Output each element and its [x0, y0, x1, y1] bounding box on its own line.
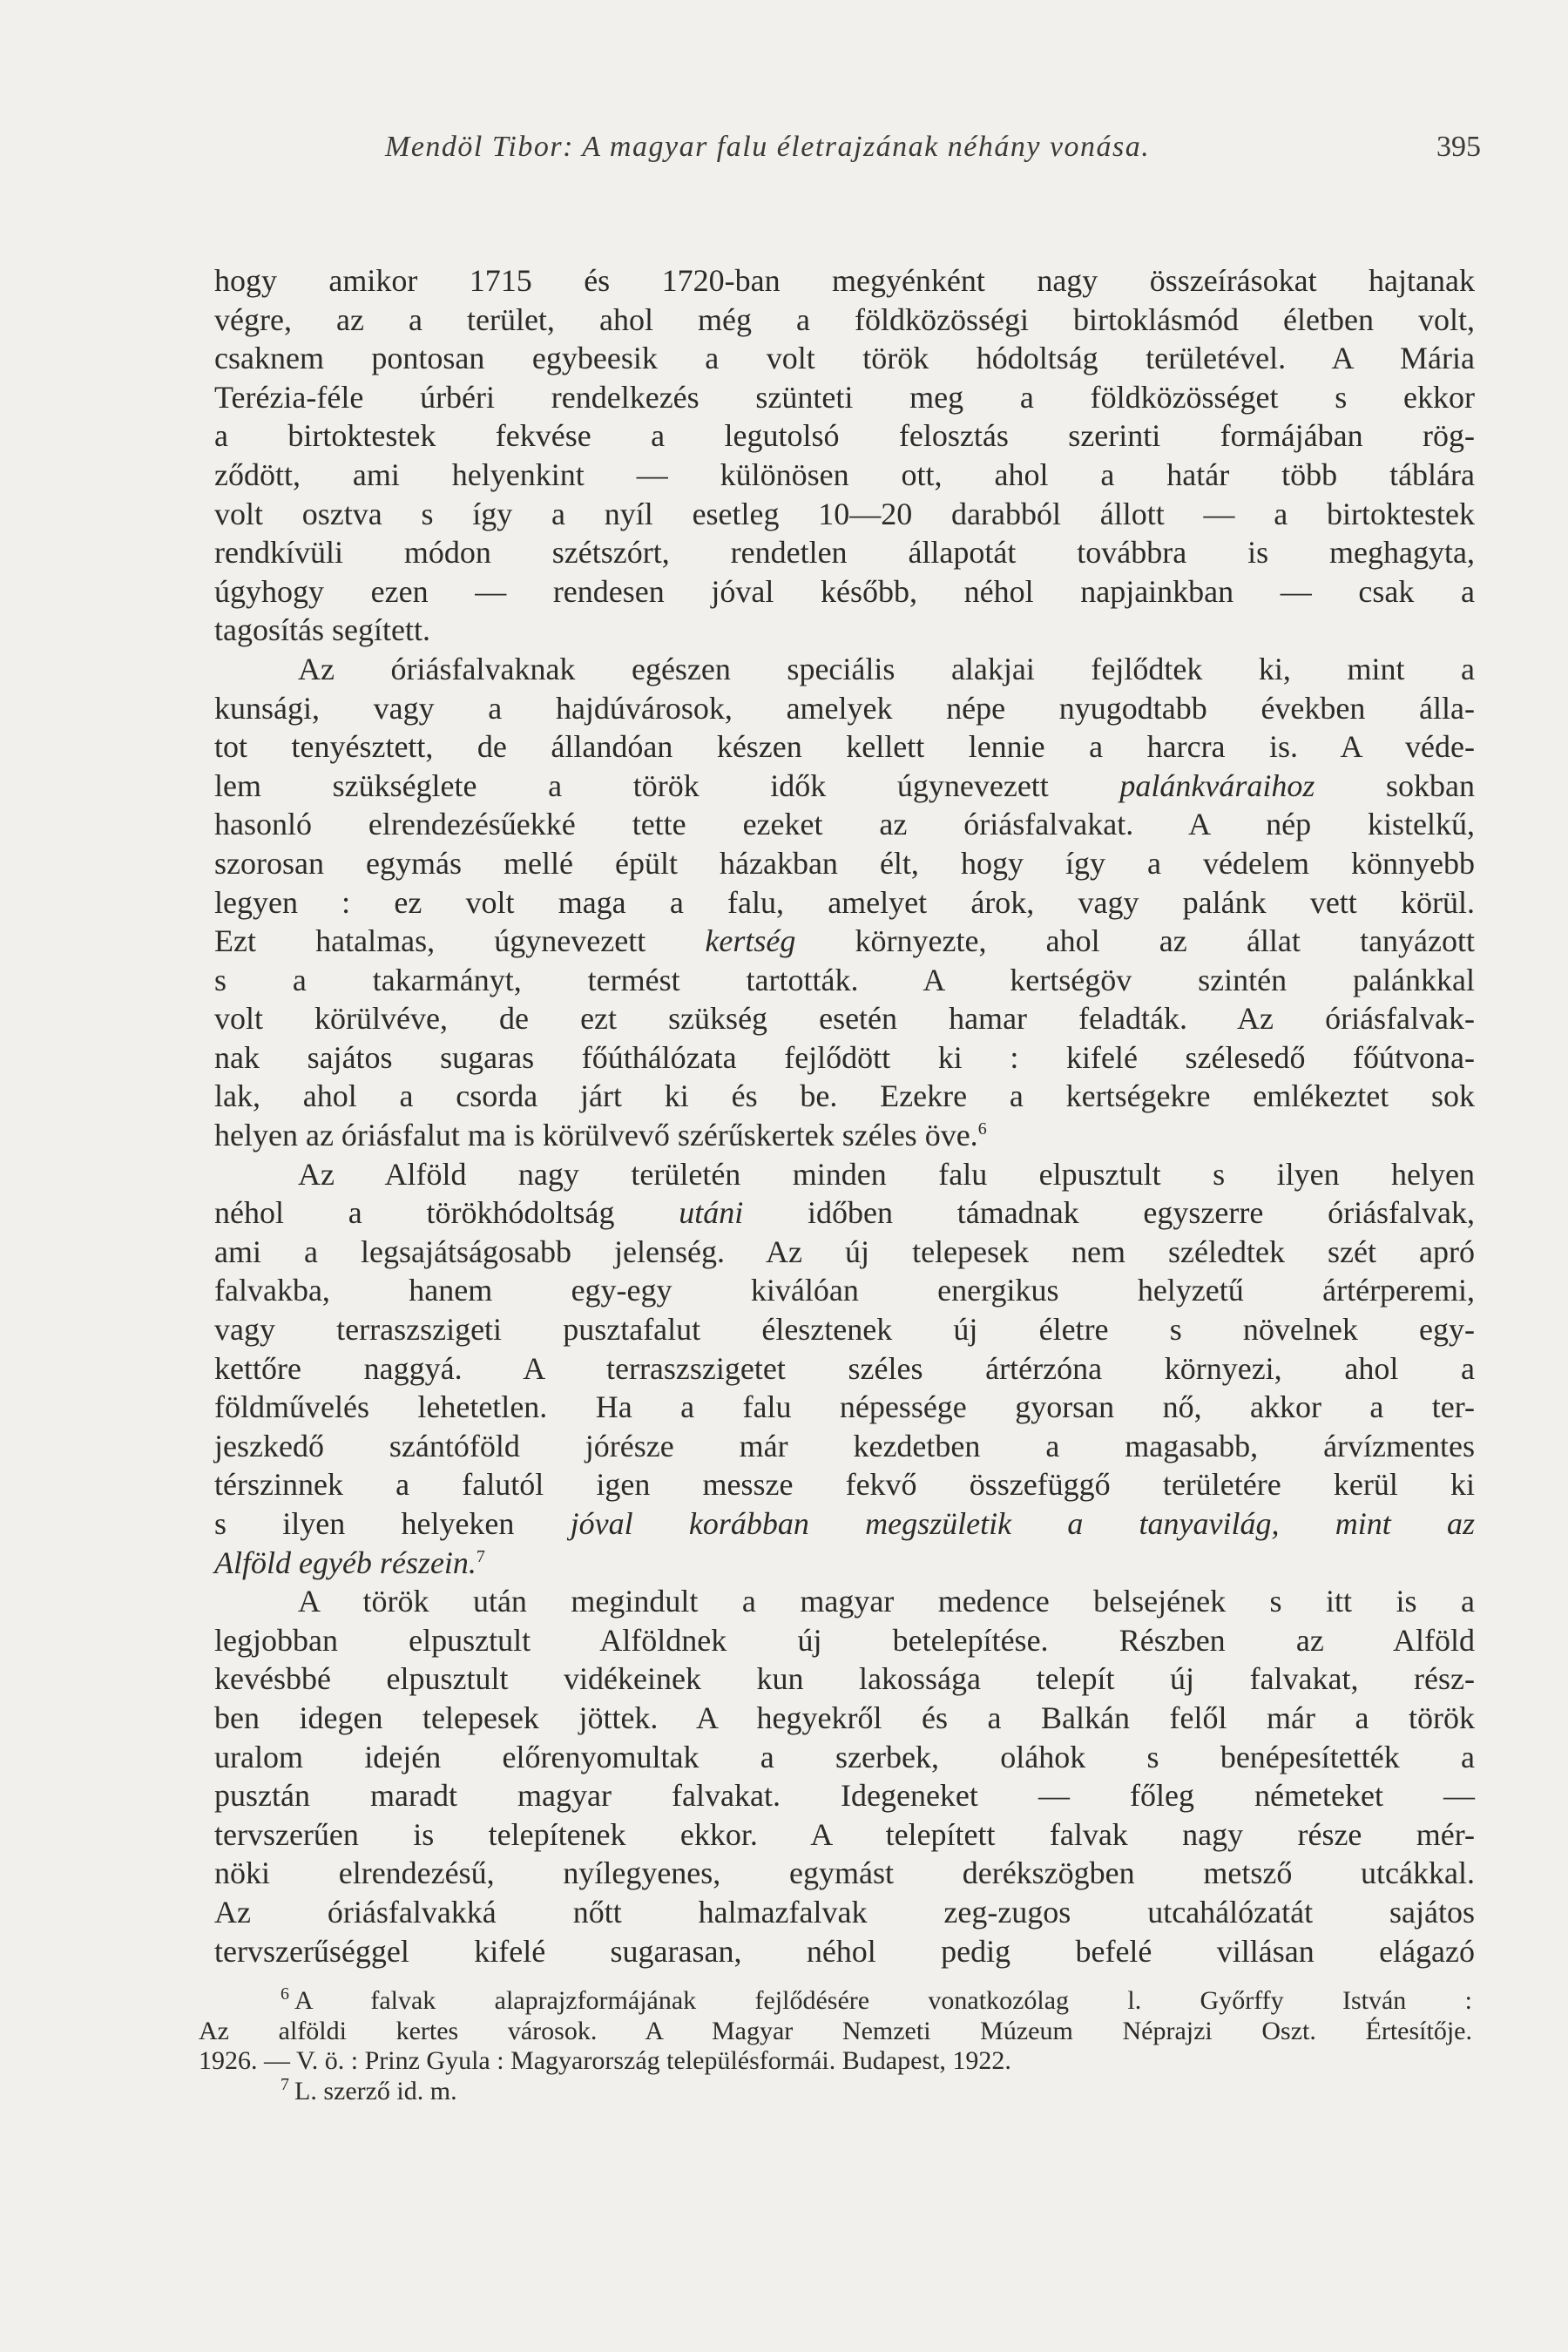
- text-line: [214, 805, 1475, 844]
- line-text: ami a legsajátságosabb jelenség. Az új telepesek nem széledtek szét apró: [214, 1233, 1475, 1269]
- text-line: [214, 1582, 1475, 1621]
- text-line: [214, 844, 1475, 883]
- text-line: [214, 727, 1475, 767]
- text-line: [214, 1815, 1475, 1855]
- line-text: nöki elrendezésű, nyílegyenes, egymást derékszögben metsző utcákkal.: [214, 1855, 1475, 1891]
- text-line: [214, 1155, 1475, 1194]
- line-text: végre, az a terület, ahol még a földközösségi birtoklásmód életben volt,: [214, 301, 1475, 337]
- line-text: volt körülvéve, de ezt szükség esetén hamar feladták. Az óriásfalvak-: [214, 1001, 1475, 1037]
- text-line: [214, 1854, 1475, 1893]
- text-line: [214, 416, 1475, 456]
- line-text: a birtoktestek fekvése a legutolsó felosztás szerinti formájában rög-: [214, 418, 1475, 454]
- line-text: nak sajátos sugaras főúthálózata fejlődött ki : kifelé szélesedő főútvona-: [214, 1039, 1475, 1075]
- line-text: ződött, ami helyenkint — különösen ott, ahol a határ több táblára: [214, 456, 1475, 492]
- line-text: Az óriásfalvaknak egészen speciális alakjai fejlődtek ki, mint a: [298, 651, 1475, 686]
- line-text: Terézia-féle úrbéri rendelkezés szünteti meg a földközösséget s ekkor: [214, 379, 1475, 415]
- line-text: Az óriásfalvakká nőtt halmazfalvak zeg-zugos utcahálózatát sajátos: [214, 1894, 1475, 1930]
- footnote-mark: 7: [280, 2074, 289, 2094]
- text-line: [214, 1932, 1475, 1971]
- text-line: [214, 261, 1475, 301]
- footnote-text: Az alföldi kertes városok. A Magyar Nemzeti Múzeum Néprajzi Oszt. Értesítője.: [199, 2016, 1472, 2045]
- footnote-line: [199, 2017, 1472, 2047]
- line-text: csaknem pontosan egybeesik a volt török hódoltság területével. A Mária: [214, 341, 1475, 376]
- text-line: [214, 1116, 1475, 1155]
- text-line: [214, 650, 1475, 689]
- line-text: pusztán maradt magyar falvakat. Idegeneket — főleg németeket —: [214, 1778, 1475, 1814]
- line-text: Ezt hatalmas, úgynevezett: [214, 923, 646, 959]
- line-text: úgyhogy ezen — rendesen jóval később, néhol napjainkban — csak a: [214, 573, 1475, 609]
- text-line: [214, 301, 1475, 340]
- line-text: környezte, ahol az állat tanyázott: [855, 923, 1476, 959]
- line-text: tervszerűen is telepítenek ekkor. A telepített falvak nagy része mér-: [214, 1816, 1475, 1852]
- line-text: lem szükséglete a török idők úgynevezett: [214, 767, 1049, 803]
- text-line: [214, 1193, 1475, 1233]
- text-line: [214, 961, 1475, 1000]
- line-text: rendkívüli módon szétszórt, rendetlen állapotát továbbra is meghagyta,: [214, 535, 1475, 571]
- text-line: [214, 767, 1475, 806]
- text-line: [214, 1310, 1475, 1349]
- text-line: [214, 339, 1475, 378]
- line-text: vagy terraszszigeti pusztafalut élesztenek új életre s növelnek egy-: [214, 1312, 1475, 1348]
- text-line: [214, 611, 1475, 650]
- line-text: falvakba, hanem egy-egy kiválóan energikus helyzetű ártérperemi,: [214, 1273, 1475, 1308]
- line-text: s a takarmányt, termést tartották. A kertségöv szintén palánkkal: [214, 962, 1475, 997]
- text-line: [214, 456, 1475, 495]
- line-text: legyen : ez volt maga a falu, amelyet árok, vagy palánk vett körül.: [214, 884, 1475, 920]
- page-header: [214, 131, 1481, 183]
- footnote-line: [199, 2046, 1472, 2077]
- line-text: szorosan egymás mellé épült házakban élt, hogy így a védelem könnyebb: [214, 845, 1475, 881]
- italic-text: Alföld egyéb részein.: [214, 1544, 476, 1580]
- text-line: [214, 1504, 1475, 1544]
- text-line: [214, 1349, 1475, 1389]
- text-line: [214, 883, 1475, 923]
- text-line: [214, 1659, 1475, 1699]
- line-text: uralom idején előrenyomultak a szerbek, oláhok s benépesítették a: [214, 1739, 1475, 1774]
- line-text: legjobban elpusztult Alföldnek új betelepítése. Részben az Alföld: [214, 1622, 1475, 1658]
- line-text: hasonló elrendezésűekké tette ezeket az óriásfalvakat. A nép kistelkű,: [214, 807, 1475, 842]
- text-line: [214, 1544, 1475, 1583]
- text-line: [214, 1233, 1475, 1272]
- footnote-text: A falvak alaprajzformájának fejlődésére vonatkozólag l. Győrffy István :: [294, 1986, 1472, 2015]
- text-line: [214, 1893, 1475, 1932]
- text-line: [214, 378, 1475, 417]
- text-line: [214, 1699, 1475, 1738]
- text-line: [214, 572, 1475, 612]
- text-line: [214, 689, 1475, 728]
- footnote-line: [199, 1986, 1472, 2017]
- line-text: A török után megindult a magyar medence belsejének s itt is a: [298, 1584, 1475, 1619]
- line-text: s ilyen helyeken: [214, 1506, 515, 1541]
- text-line: [214, 1427, 1475, 1466]
- text-line: [214, 999, 1475, 1038]
- footnotes: [199, 1986, 1472, 2106]
- line-text: földművelés lehetetlen. Ha a falu népessége gyorsan nő, akkor a ter-: [214, 1389, 1475, 1425]
- page-number: 395: [1436, 131, 1481, 163]
- text-line: [214, 1388, 1475, 1427]
- text-line: [214, 922, 1475, 961]
- running-head: Mendöl Tibor: A magyar falu életrajzának néhány vonása.: [385, 131, 1151, 163]
- line-text: kunsági, vagy a hajdúvárosok, amelyek népe nyugodtabb években álla-: [214, 690, 1475, 726]
- line-text: kettőre naggyá. A terraszszigetet széles ártérzóna környezi, ahol a: [214, 1350, 1475, 1386]
- line-text: lak, ahol a csorda járt ki és be. Ezekre a kertségekre emlékeztet sok: [214, 1078, 1475, 1114]
- italic-text: jóval korábban megszületik a tanyavilág, mint az: [570, 1506, 1476, 1541]
- line-text: néhol a törökhódoltság: [214, 1195, 615, 1231]
- line-text: volt osztva s így a nyíl esetleg 10—20 darabból állott — a birtoktestek: [214, 496, 1475, 531]
- text-line: [214, 1738, 1475, 1777]
- line-text: Az Alföld nagy területén minden falu elpusztult s ilyen helyen: [298, 1156, 1475, 1192]
- line-text: sokban: [1386, 767, 1476, 803]
- text-line: [214, 1271, 1475, 1310]
- line-text: kevésbbé elpusztult vidékeinek kun lakossága telepít új falvakat, rész-: [214, 1661, 1475, 1697]
- italic-text: kertség: [705, 923, 796, 959]
- text-line: [214, 1077, 1475, 1116]
- text-line: [214, 1776, 1475, 1815]
- line-text: tervszerűséggel kifelé sugarasan, néhol pedig befelé villásan elágazó: [214, 1933, 1475, 1969]
- line-text: időben támadnak egyszerre óriásfalvak,: [808, 1195, 1476, 1231]
- footnote-mark: 6: [280, 1984, 289, 2004]
- text-line: [214, 1465, 1475, 1504]
- line-text: hogy amikor 1715 és 1720-ban megyénként nagy összeírásokat hajtanak: [214, 263, 1475, 298]
- line-text: térszinnek a falutól igen messze fekvő összefüggő területére kerül ki: [214, 1467, 1475, 1503]
- body-text: [214, 261, 1475, 1970]
- line-text: jeszkedő szántóföld jórésze már kezdetben a magasabb, árvízmentes: [214, 1428, 1475, 1463]
- footnote-text: 1926. — V. ö. : Prinz Gyula : Magyarország településformái. Budapest, 1922.: [199, 2046, 1011, 2075]
- text-line: [214, 1621, 1475, 1660]
- italic-text: palánkváraihoz: [1119, 767, 1315, 803]
- line-text: tagosítás segített.: [214, 612, 430, 648]
- line-text: tot tenyésztett, de állandóan készen kellett lennie a harcra is. A véde-: [214, 729, 1475, 765]
- footnote-reference: 6: [977, 1119, 987, 1139]
- text-line: [214, 1038, 1475, 1078]
- line-text: ben idegen telepesek jöttek. A hegyekről és a Balkán felől már a török: [214, 1700, 1475, 1735]
- text-line: [214, 495, 1475, 534]
- italic-text: utáni: [679, 1195, 744, 1231]
- line-text: helyen az óriásfalut ma is körülvevő szérűskertek széles öve.: [214, 1118, 978, 1153]
- text-line: [214, 533, 1475, 572]
- footnote-line: [199, 2074, 1472, 2107]
- footnote-reference: 7: [476, 1546, 485, 1566]
- footnote-text: L. szerző id. m.: [294, 2076, 457, 2105]
